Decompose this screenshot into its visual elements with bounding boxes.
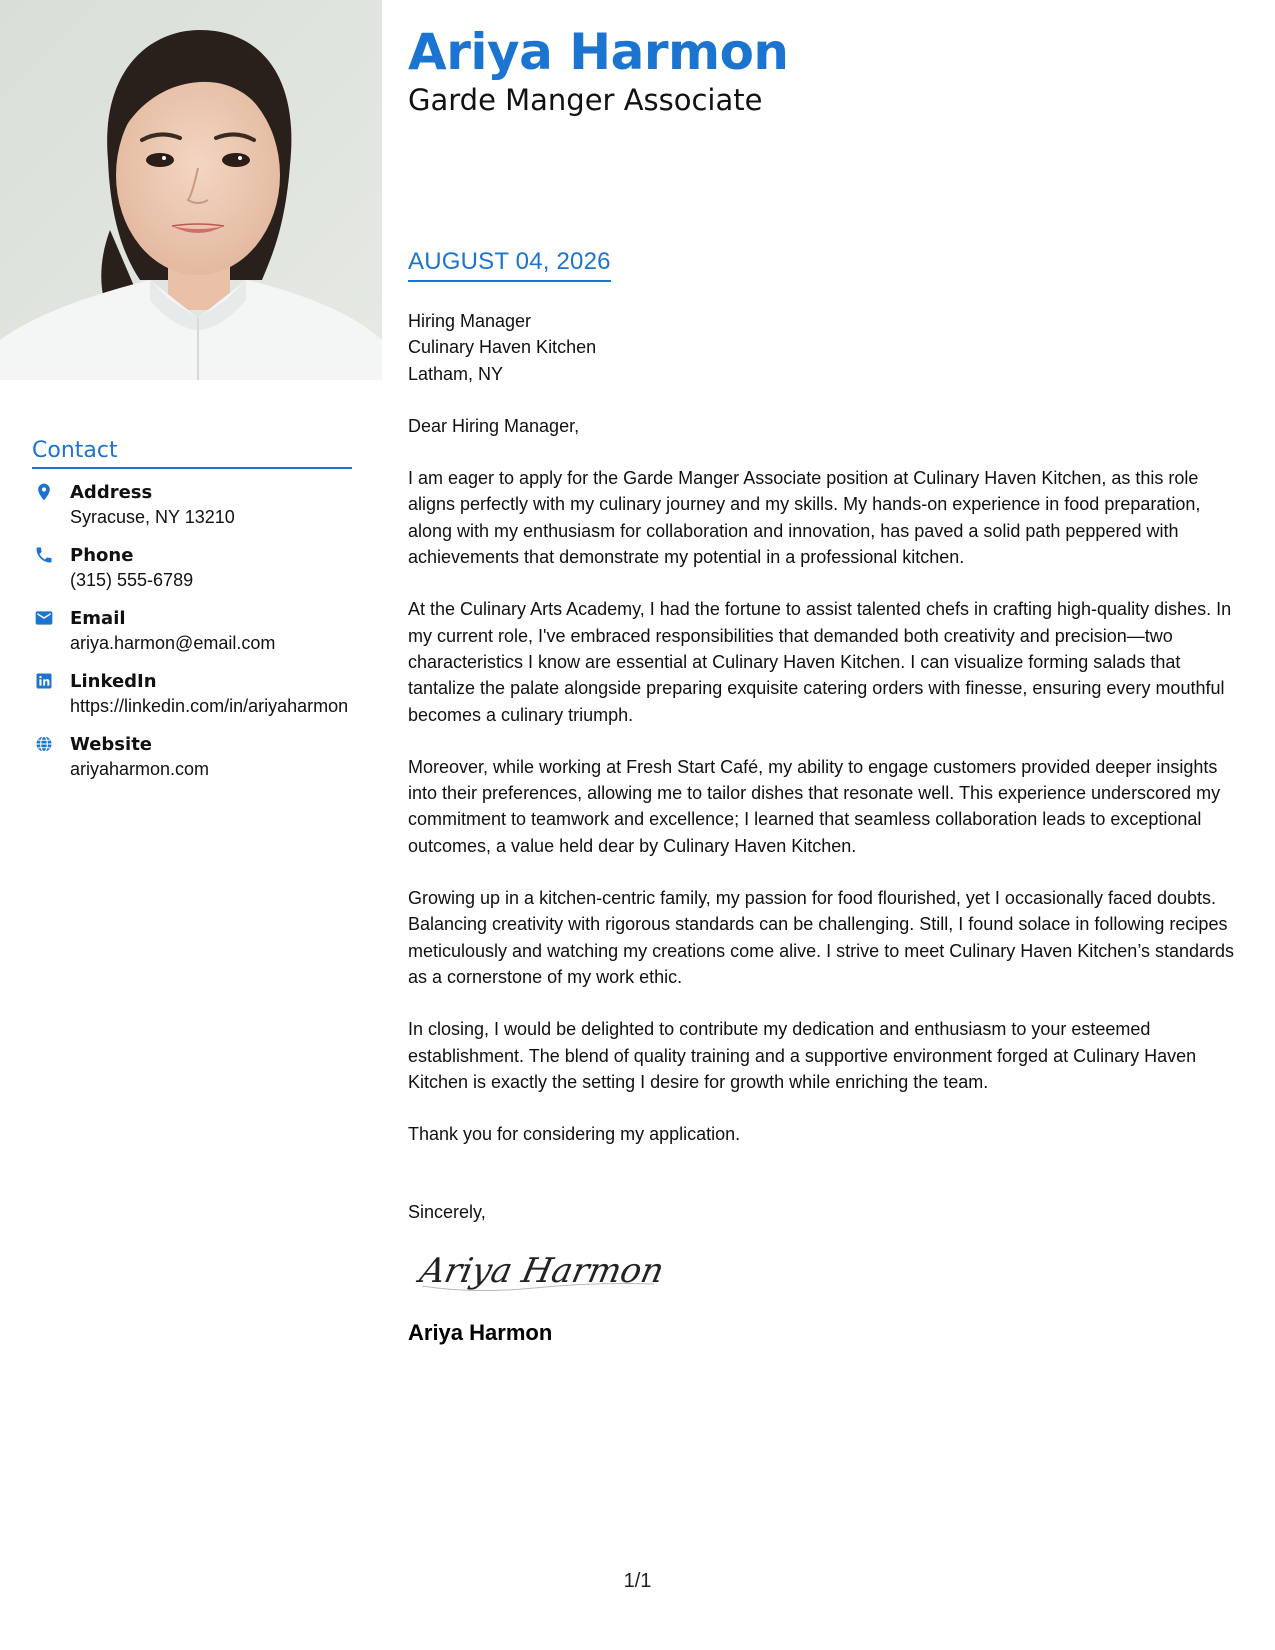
location-pin-icon xyxy=(34,482,54,502)
recipient-line: Hiring Manager xyxy=(408,311,532,331)
letter-body xyxy=(408,308,1248,1346)
portrait-image xyxy=(0,0,382,380)
phone-value[interactable]: (315) 555-6789 xyxy=(70,570,194,590)
contact-section xyxy=(32,438,352,796)
recipient-block xyxy=(408,308,1248,387)
linkedin-value[interactable]: https://linkedin.com/in/ariyaharmon xyxy=(70,696,349,716)
thank-you-line: Thank you for considering my application. xyxy=(408,1124,741,1145)
handwritten-signature xyxy=(414,1236,674,1306)
contact-item-website xyxy=(32,733,352,782)
closing: Sincerely, xyxy=(408,1202,486,1223)
globe-icon xyxy=(34,734,54,754)
contact-label: LinkedIn xyxy=(70,671,157,692)
applicant-name: Ariya Harmon xyxy=(408,23,789,81)
address-value: Syracuse, NY 13210 xyxy=(70,507,235,527)
profile-photo xyxy=(0,0,382,380)
letter-date: AUGUST 04, 2026 xyxy=(408,248,611,282)
contact-heading: Contact xyxy=(32,438,352,469)
body-paragraph: I am eager to apply for the Garde Manger Associate position at Culinary Haven Kitchen, as this role aligns perfectly with my culinary journey and my skills. My hands-on experience in food preparation, along with my enthusiasm for collaboration and innovation, has paved a solid path peppered with achievements that demonstrate my potential in a professional kitchen. xyxy=(408,468,1201,568)
phone-icon xyxy=(34,545,54,565)
body-paragraph: Growing up in a kitchen-centric family, my passion for food flourished, yet I occasionally faced doubts. Balancing creativity with rigorous standards can be challenging. Still, I found solace in following recipes meticulously and watching my creations come alive. I strive to meet Culinary Haven Kitchen’s standards as a cornerstone of my work ethic. xyxy=(408,888,1235,987)
contact-item-phone xyxy=(32,544,352,593)
linkedin-icon xyxy=(34,671,54,691)
contact-label: Phone xyxy=(70,545,134,566)
contact-label: Website xyxy=(70,734,153,755)
email-value[interactable]: ariya.harmon@email.com xyxy=(70,633,276,653)
contact-item-linkedin xyxy=(32,670,352,719)
recipient-line: Culinary Haven Kitchen xyxy=(408,337,597,358)
website-value[interactable]: ariyaharmon.com xyxy=(70,759,210,779)
email-icon xyxy=(34,608,54,628)
salutation: Dear Hiring Manager, xyxy=(408,415,580,436)
recipient-line: Latham, NY xyxy=(408,363,504,384)
contact-item-email xyxy=(32,607,352,656)
body-paragraph: In closing, I would be delighted to contribute my dedication and enthusiasm to your esteemed establishment. The blend of quality training and a supportive environment forged at Culinary Haven Kitchen is exactly the setting I desire for growth while enriching the team. xyxy=(408,1019,1197,1092)
svg-text:Ariya Harmon: Ariya Harmon xyxy=(416,1251,668,1291)
signer-name: Ariya Harmon xyxy=(408,1319,553,1345)
body-paragraph: Moreover, while working at Fresh Start Café, my ability to engage customers provided deeper insights into their preferences, allowing me to tailor dishes that resonate well. This experience underscored my commitment to teamwork and excellence; I learned that seamless collaboration leads to exceptional outcomes, a value held dear by Culinary Haven Kitchen. xyxy=(408,756,1221,856)
job-title: Garde Manger Associate xyxy=(408,83,763,117)
body-paragraph: At the Culinary Arts Academy, I had the fortune to assist talented chefs in crafting high-quality dishes. In my current role, I've embraced responsibilities that demanded both creativity and precision—two characteristics I know are essential at Culinary Haven Kitchen. I can visualize forming salads that tantalize the palate alongside preparing exquisite catering orders with finesse, ensuring every mouthful becomes a culinary triumph. xyxy=(408,599,1232,725)
contact-item-address xyxy=(32,481,352,530)
contact-label: Email xyxy=(70,608,126,629)
contact-label: Address xyxy=(70,482,153,503)
page-number: 1/1 xyxy=(623,1570,652,1592)
